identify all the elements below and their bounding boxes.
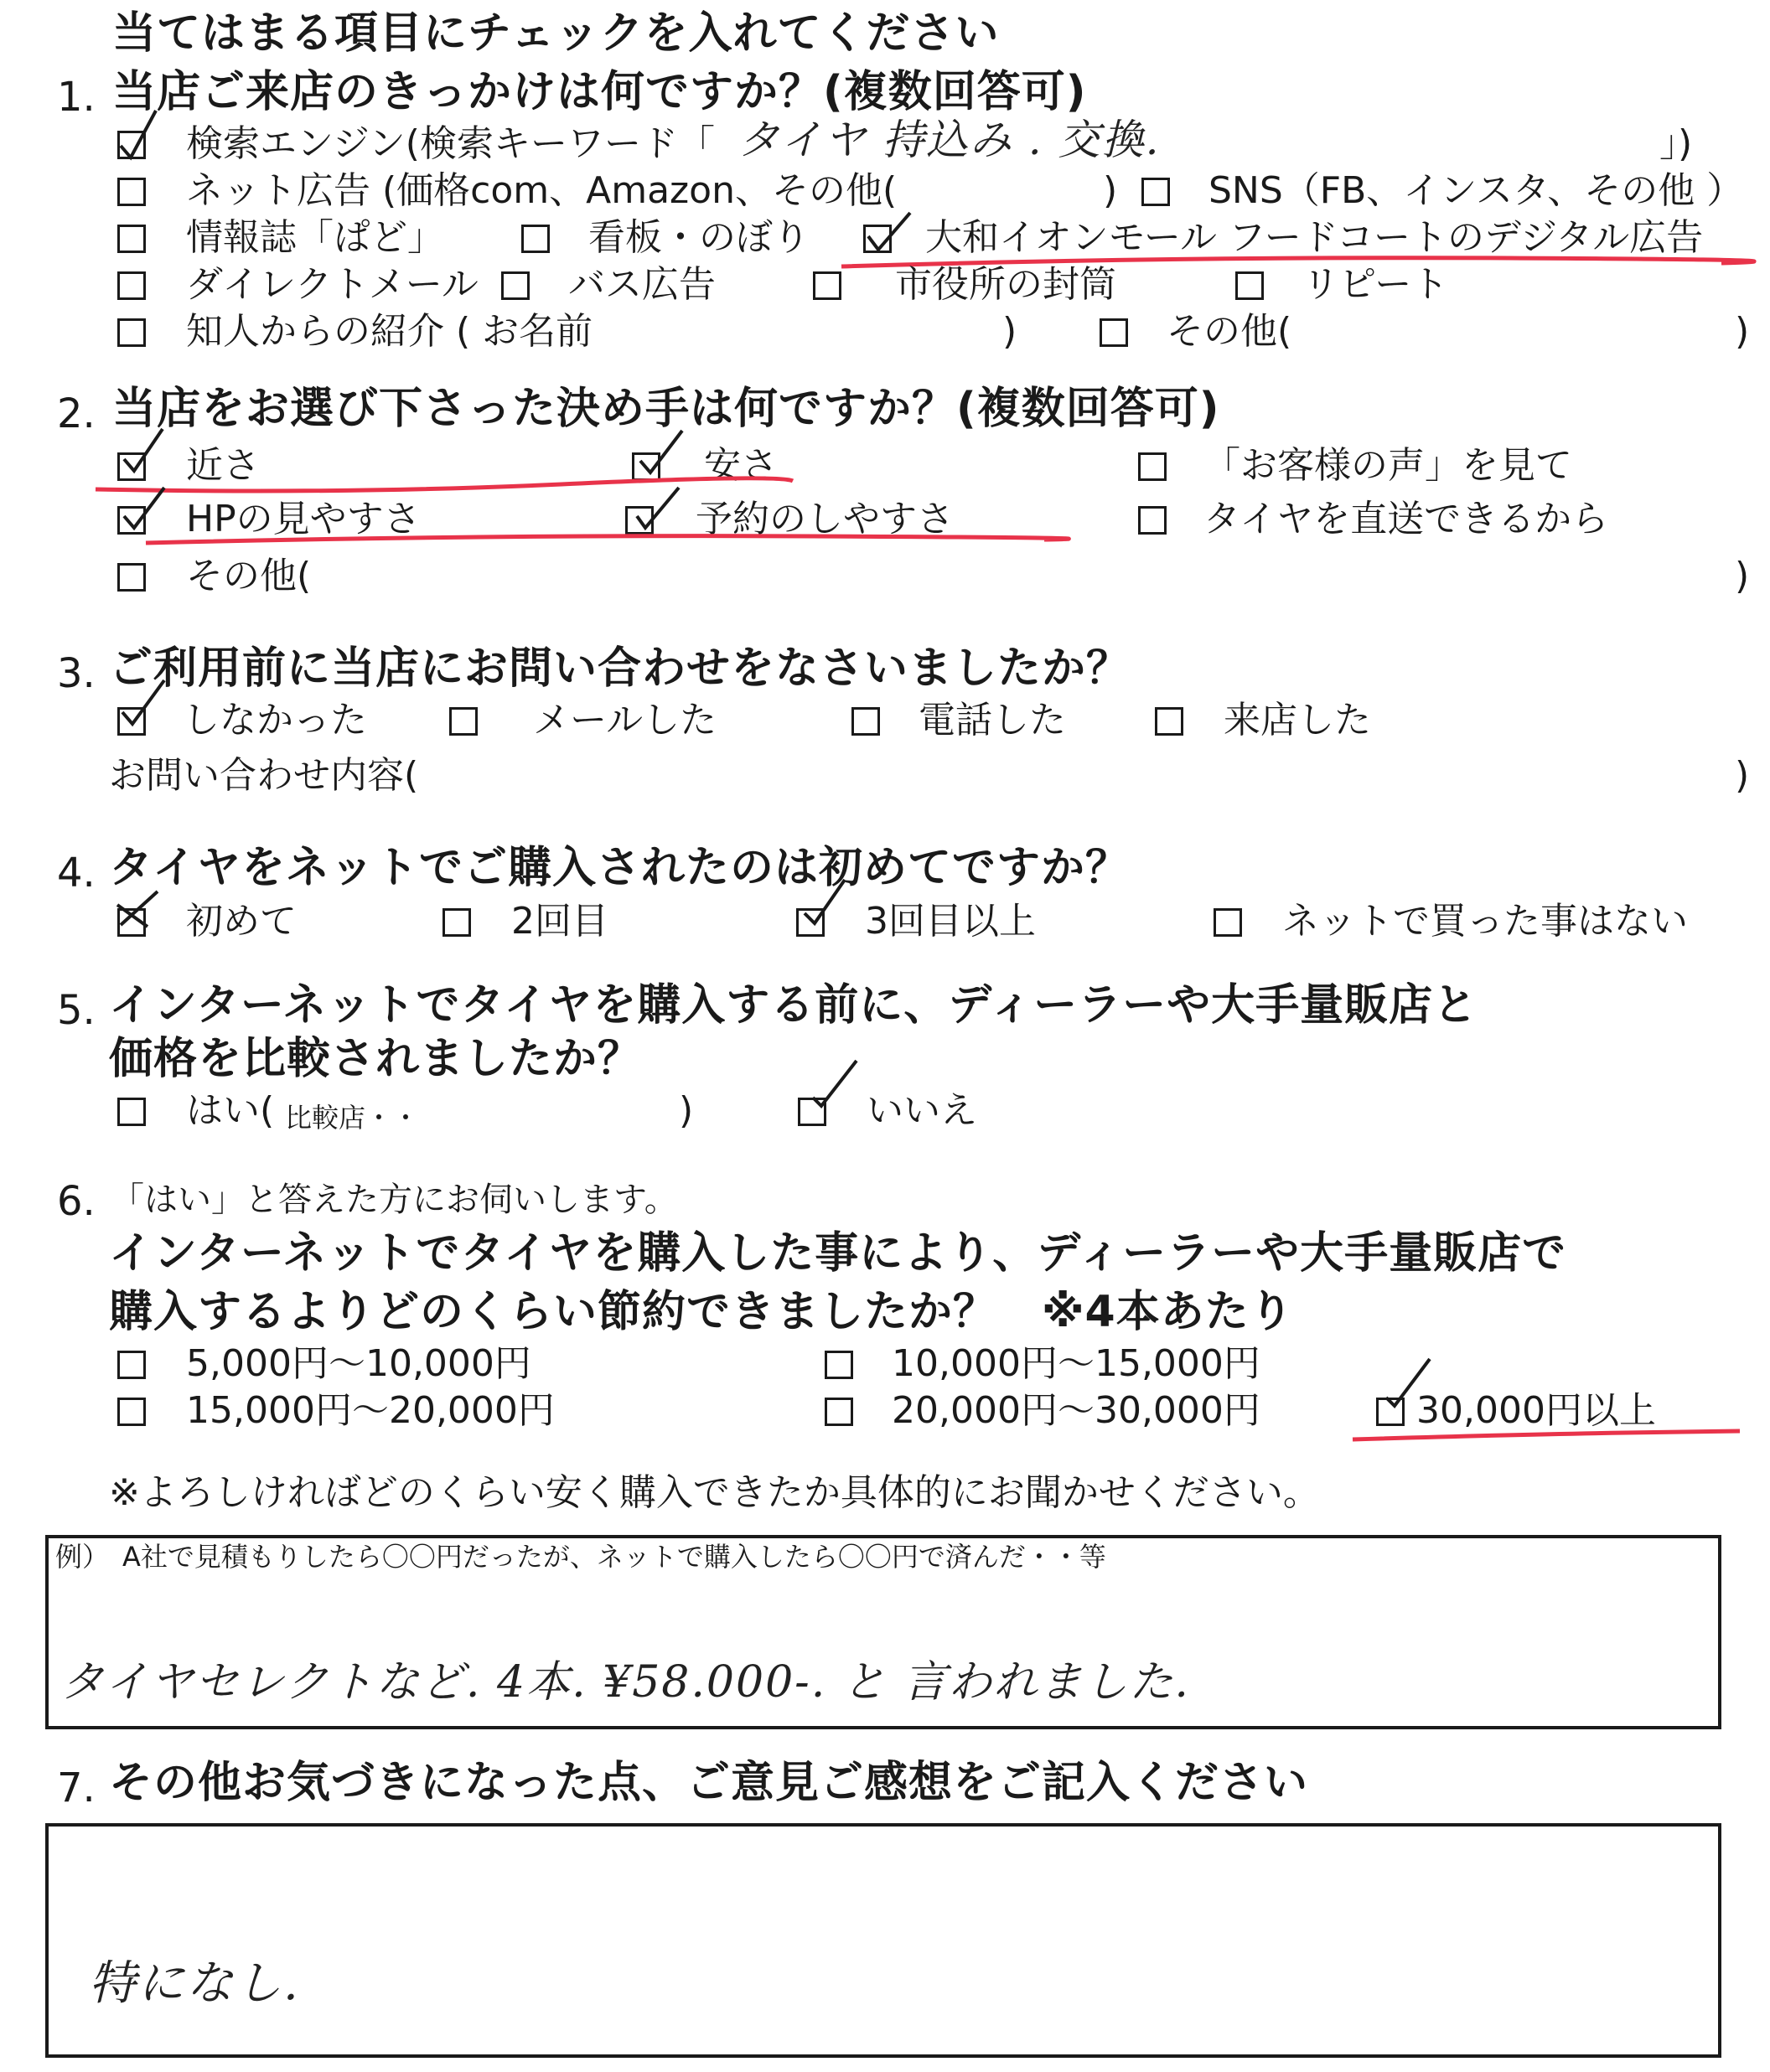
q1-other-close: ) [1735,310,1750,353]
q1-search-label: 検索エンジン(検索キーワード「 [186,122,715,165]
q2-near-label: 近さ [186,444,260,487]
q1-number: 1. [57,74,96,121]
q4-never-checkbox[interactable] [1214,908,1242,937]
q4-first-label: 初めて [186,900,297,943]
q6-opt-b-checkbox[interactable] [825,1351,853,1379]
q1-search-close: 」) [1659,122,1693,165]
highlight-underline [142,526,1048,551]
q6-request: ※よろしければどのくらい安く購入できたか具体的にお聞かせください。 [109,1471,1320,1514]
q6-opt-c-checkbox[interactable] [117,1398,146,1426]
q1-repeat-label: リピート [1302,263,1449,306]
q1-info-mag-checkbox[interactable] [117,225,146,253]
q1-signboard-label: 看板・のぼり [588,216,810,259]
check-mark-icon [114,880,163,928]
q5-title-line2: 価格を比較されましたか？ [109,1034,643,1084]
q6-title-line1: インターネットでタイヤを購入した事により、ディーラーや大手量販店で [109,1228,1567,1279]
q3-inquiry-close: ) [1735,754,1750,797]
q6-opt-a-checkbox[interactable] [117,1351,146,1379]
q1-info-mag-label: 情報誌「ぱど」 [186,216,444,259]
q1-net-ad-label: ネット広告 (価格com、Amazon、その他( [186,169,898,212]
q1-referral-close: ) [1002,310,1017,353]
q5-yes-label: はい( [186,1089,275,1132]
q1-bus-label: バス広告 [568,263,716,306]
q7-answer-box[interactable] [45,1823,1721,2058]
q1-net-ad-checkbox[interactable] [117,178,146,206]
check-mark-icon [800,875,848,923]
check-mark-icon [116,109,164,158]
instruction: 当てはまる項目にチェックを入れてください [112,8,1000,59]
check-mark-icon [635,424,684,473]
check-mark-icon [634,483,682,531]
q5-no-label: いいえ [867,1089,977,1132]
q6-opt-d-checkbox[interactable] [825,1398,853,1426]
q4-number: 4. [57,850,96,896]
q2-title: 当店をお選び下さった決め手は何ですか？(複数回答可) [112,384,1220,434]
q6-lead: 「はい」と答えた方にお伺いします。 [111,1181,678,1219]
q3-phone-checkbox[interactable] [851,707,880,736]
check-mark-icon [119,479,168,528]
q2-direct-label: タイヤを直送できるから [1203,498,1609,540]
q7-number: 7. [57,1765,96,1811]
q3-phone-label: 電話した [919,699,1066,741]
q1-repeat-checkbox[interactable] [1235,271,1264,300]
q5-title-line1: インターネットでタイヤを購入する前に、ディーラーや大手量販店と [109,980,1478,1031]
q6-opt-c-label: 15,000円～20,000円 [186,1389,555,1432]
q1-bus-checkbox[interactable] [501,271,530,300]
q7-handwritten-answer: 特になし. [89,1956,300,2011]
q3-inquiry-label: お問い合わせ内容( [109,754,419,797]
q1-search-keyword: タイヤ 持込み . 交換. [738,116,1161,164]
q4-second-checkbox[interactable] [442,908,471,937]
q2-other-checkbox[interactable] [117,563,146,592]
q3-visit-label: 来店した [1224,699,1371,741]
q3-mail-checkbox[interactable] [449,707,478,736]
q1-sns-label: SNS（FB、インスタ、その他 ） [1208,169,1744,212]
q7-title: その他お気づきになった点、ご意見ご感想をご記入ください [109,1758,1309,1808]
q2-number: 2. [57,390,96,437]
q3-visit-checkbox[interactable] [1155,707,1183,736]
q5-number: 5. [57,987,96,1034]
q2-cheap-label: 安さ [704,444,778,487]
q2-voice-label: 「お客様の声」を見て [1203,444,1572,487]
check-mark-icon [117,422,166,471]
q2-hp-label: HPの見やすさ [186,498,421,540]
q1-dm-checkbox[interactable] [117,271,146,300]
q6-opt-d-label: 20,000円～30,000円 [892,1389,1260,1432]
q6-example: 例） A社で見積もりしたら〇〇円だったが、ネットで購入したら〇〇円で済んだ・・等 [55,1541,1106,1573]
q3-title: ご利用前に当店にお問い合わせをなさいましたか？ [109,643,1131,694]
check-mark-icon [117,675,166,724]
q4-title: タイヤをネットでご購入されたのは初めてですか？ [109,843,1130,893]
q2-reserve-label: 予約のしやすさ [696,498,954,540]
highlight-underline [92,474,796,499]
q2-voice-checkbox[interactable] [1138,452,1167,481]
highlight-underline [1349,1423,1743,1448]
q1-aeon-label: 大和イオンモール フードコートのデジタル広告 [925,216,1704,259]
q2-direct-checkbox[interactable] [1138,506,1167,535]
q4-never-label: ネットで買った事はない [1282,900,1688,943]
q1-city-checkbox[interactable] [813,271,841,300]
q5-yes-shop: 比較店・・ [285,1102,420,1134]
q6-opt-e-label: 30,000円以上 [1416,1389,1656,1432]
q3-number: 3. [57,650,96,697]
q2-other-label: その他( [186,555,312,597]
q1-title: 当店ご来店のきっかけは何ですか？(複数回答可) [112,67,1087,117]
q4-second-label: 2回目 [511,900,608,943]
q5-yes-checkbox[interactable] [117,1098,146,1126]
q1-other-label: その他( [1167,310,1292,353]
q1-city-label: 市役所の封筒 [895,263,1116,306]
q1-dm-label: ダイレクトメール [186,263,479,306]
q6-opt-b-label: 10,000円～15,000円 [892,1342,1260,1385]
q6-opt-a-label: 5,000円～10,000円 [186,1342,531,1385]
q1-referral-checkbox[interactable] [117,318,146,347]
q3-mail-label: メールした [533,699,717,741]
q6-handwritten-answer: タイヤセレクトなど. 4本. ¥58.000-. と 言われました. [60,1657,1190,1708]
check-mark-icon [810,1057,858,1106]
q1-sns-checkbox[interactable] [1141,178,1170,206]
q6-title-line2: 購入するよりどのくらい節約できましたか？ ※4本あたり [109,1287,1294,1337]
q6-number: 6. [57,1178,96,1225]
q5-yes-close: ) [679,1089,694,1132]
q2-other-close: ) [1735,555,1750,597]
q3-no-label: しなかった [183,699,367,741]
q1-net-ad-close: ) [1103,169,1118,212]
q4-third-label: 3回目以上 [865,900,1036,943]
q1-referral-label: 知人からの紹介 ( お名前 [186,310,593,353]
q1-signboard-checkbox[interactable] [521,225,550,253]
q1-other-checkbox[interactable] [1100,318,1128,347]
